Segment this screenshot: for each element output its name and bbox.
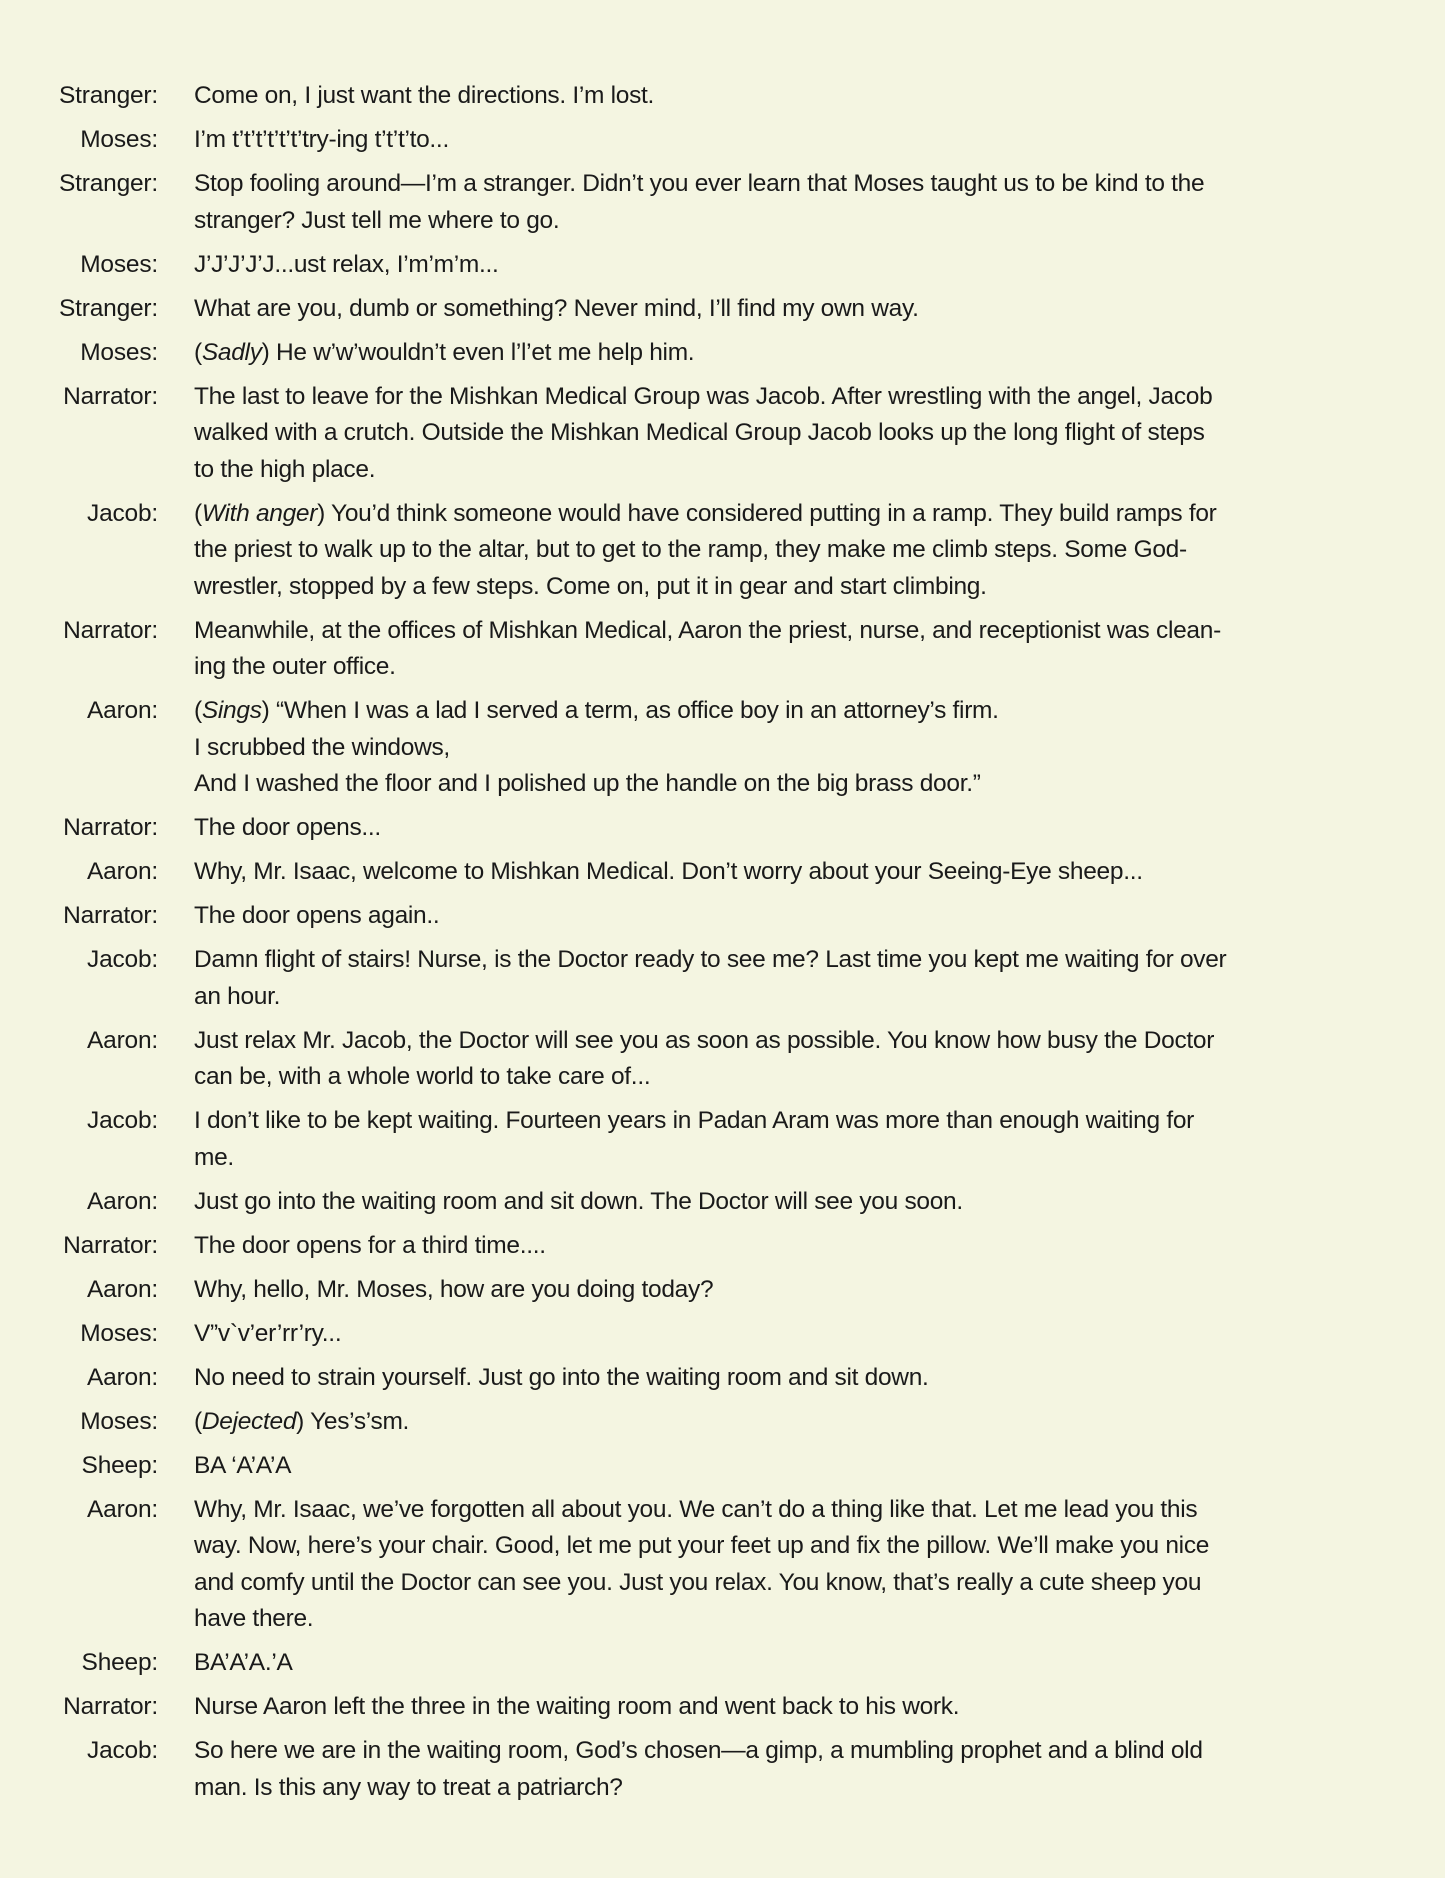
dialogue-row: have there. [194, 1605, 314, 1632]
dialogue-row: walked with a crutch. Outside the Mishkan Medical Group Jacob looks up the long flight of steps [194, 419, 1205, 446]
dialogue-row: (With anger) You’d think someone would have considered putting in a ramp. They build ramps for [194, 499, 1217, 527]
dialogue-line [0, 613, 1445, 686]
dialogue-row: Why, Mr. Isaac, welcome to Mishkan Medical. Don’t worry about your Seeing-Eye sheep... [194, 858, 1143, 885]
speaker-name: Aaron: [87, 1275, 158, 1303]
speaker-name: Jacob: [87, 1107, 158, 1134]
dialogue-text [194, 335, 1364, 372]
speaker-name: Narrator: [63, 1693, 158, 1720]
dialogue-text [194, 693, 1364, 803]
dialogue-row: Why, hello, Mr. Moses, how are you doing today? [194, 1275, 714, 1303]
dialogue-line [0, 1645, 1445, 1682]
speaker-name: Jacob: [87, 946, 158, 973]
speaker-name: Narrator: [63, 902, 158, 929]
dialogue-row: Come on, I just want the directions. I’m lost. [194, 82, 655, 109]
speaker-name: Aaron: [87, 1495, 158, 1523]
stage-direction: Sings [201, 697, 262, 724]
dialogue-text [194, 1733, 1364, 1806]
dialogue-text [194, 854, 1364, 891]
dialogue-text [194, 496, 1364, 606]
dialogue-line [0, 942, 1445, 1015]
dialogue-line [0, 1272, 1445, 1309]
dialogue-row: The last to leave for the Mishkan Medical Group was Jacob. After wrestling with the angel, Jacob [194, 382, 1213, 410]
speaker-name: Moses: [80, 126, 158, 153]
dialogue-row: Just relax Mr. Jacob, the Doctor will see you as soon as possible. You know how busy the Doctor [194, 1026, 1215, 1054]
dialogue-text [194, 1689, 1364, 1726]
speaker-name: Jacob: [87, 499, 158, 527]
dialogue-text [194, 1360, 1364, 1397]
dialogue-text [194, 942, 1364, 1015]
dialogue-text [194, 613, 1364, 686]
dialogue-row: Damn flight of stairs! Nurse, is the Doctor ready to see me? Last time you kept me waiting for over [194, 946, 1227, 973]
speaker-name: Stranger: [59, 294, 158, 322]
dialogue-row: ing the outer office. [194, 653, 396, 680]
dialogue-text [194, 1272, 1364, 1309]
speaker-name: Sheep: [81, 1649, 158, 1676]
dialogue-row-text: “When I was a lad I served a term, as office boy in an attorney’s firm. [269, 697, 999, 724]
dialogue-text [194, 166, 1364, 239]
dialogue-line [0, 379, 1445, 489]
speaker-name: Moses: [80, 1319, 158, 1347]
dialogue-row: wrestler, stopped by a few steps. Come on, put it in gear and start climbing. [194, 572, 987, 600]
dialogue-text [194, 78, 1364, 115]
dialogue-line [0, 854, 1445, 891]
dialogue-row: I scrubbed the windows, [194, 733, 450, 761]
dialogue-line [0, 1316, 1445, 1353]
dialogue-row: (Dejected) Yes’s’sm. [194, 1407, 410, 1435]
speaker-name: Aaron: [87, 1363, 158, 1391]
script-dialogue [0, 78, 1445, 1814]
dialogue-row: can be, with a whole world to take care of... [194, 1063, 651, 1090]
dialogue-row: man. Is this any way to treat a patriarch? [194, 1773, 623, 1801]
dialogue-line [0, 1448, 1445, 1485]
dialogue-row-text: He w’w’wouldn’t even l’l’et me help him. [269, 338, 695, 366]
speaker-name: Aaron: [87, 697, 158, 724]
dialogue-text [194, 379, 1364, 489]
dialogue-row: The door opens for a third time.... [194, 1231, 546, 1259]
dialogue-row: I don’t like to be kept waiting. Fourteen years in Padan Aram was more than enough waiting for [194, 1107, 1195, 1134]
speaker-name: Moses: [80, 338, 158, 366]
dialogue-line [0, 1184, 1445, 1221]
dialogue-text [194, 291, 1364, 328]
dialogue-row: stranger? Just tell me where to go. [194, 206, 560, 234]
dialogue-row: to the high place. [194, 455, 376, 483]
dialogue-line [0, 1689, 1445, 1726]
dialogue-text [194, 122, 1364, 159]
dialogue-line [0, 1023, 1445, 1096]
speaker-name: Aaron: [87, 858, 158, 885]
speaker-name: Narrator: [63, 1231, 158, 1259]
dialogue-row-text: Yes’s’sm. [304, 1407, 410, 1435]
stage-direction: Sadly [201, 338, 262, 366]
dialogue-row: the priest to walk up to the altar, but to get to the ramp, they make me climb steps. Some God- [194, 536, 1187, 563]
dialogue-line [0, 1492, 1445, 1638]
dialogue-row: No need to strain yourself. Just go into the waiting room and sit down. [194, 1363, 929, 1391]
dialogue-row: So here we are in the waiting room, God’s chosen—a gimp, a mumbling prophet and a blind old [194, 1737, 1203, 1764]
dialogue-text [194, 1316, 1364, 1353]
dialogue-line [0, 247, 1445, 284]
dialogue-text [194, 1184, 1364, 1221]
dialogue-line [0, 78, 1445, 115]
speaker-name: Narrator: [63, 382, 158, 410]
dialogue-row: way. Now, here’s your chair. Good, let me put your feet up and fix the pillow. We’ll make you nice [194, 1532, 1210, 1559]
dialogue-row: BA’A’A.’A [194, 1649, 293, 1676]
dialogue-row: (Sings) “When I was a lad I served a term, as office boy in an attorney’s firm. [194, 697, 999, 724]
dialogue-text [194, 1023, 1364, 1096]
dialogue-line [0, 1733, 1445, 1806]
speaker-name: Sheep: [81, 1451, 158, 1479]
dialogue-row: V”v`v’er’rr’ry... [194, 1319, 342, 1347]
dialogue-row: I’m t’t’t’t’t’t’try-ing t’t’t’to... [194, 126, 449, 153]
dialogue-line [0, 810, 1445, 847]
dialogue-row: and comfy until the Doctor can see you. Just you relax. You know, that’s really a cute sheep you [194, 1568, 1202, 1596]
dialogue-text [194, 898, 1364, 935]
dialogue-text [194, 1645, 1364, 1682]
dialogue-line [0, 1228, 1445, 1265]
dialogue-line [0, 1404, 1445, 1441]
dialogue-row-text: You’d think someone would have considered putting in a ramp. They build ramps for [324, 499, 1217, 527]
dialogue-line [0, 898, 1445, 935]
dialogue-row: (Sadly) He w’w’wouldn’t even l’l’et me help him. [194, 338, 695, 366]
stage-direction: Dejected [201, 1407, 297, 1435]
dialogue-row: Why, Mr. Isaac, we’ve forgotten all about you. We can’t do a thing like that. Let me lead you this [194, 1495, 1198, 1523]
dialogue-line [0, 1103, 1445, 1176]
dialogue-line [0, 291, 1445, 328]
dialogue-row: Nurse Aaron left the three in the waiting room and went back to his work. [194, 1693, 960, 1720]
dialogue-row: The door opens again.. [194, 902, 440, 929]
speaker-name: Moses: [80, 250, 158, 278]
dialogue-row: BA ‘A’A’A [194, 1451, 292, 1479]
dialogue-row: What are you, dumb or something? Never mind, I’ll find my own way. [194, 294, 919, 322]
dialogue-text [194, 1448, 1364, 1485]
speaker-name: Narrator: [63, 616, 158, 644]
dialogue-text [194, 1228, 1364, 1265]
speaker-name: Moses: [80, 1407, 158, 1435]
stage-direction: With anger [201, 499, 318, 527]
dialogue-text [194, 1404, 1364, 1441]
speaker-name: Aaron: [87, 1026, 158, 1054]
dialogue-row: Just go into the waiting room and sit down. The Doctor will see you soon. [194, 1187, 963, 1215]
speaker-name: Jacob: [87, 1737, 158, 1764]
dialogue-row: Stop fooling around—I’m a stranger. Didn’t you ever learn that Moses taught us to be kind to the [194, 170, 1205, 197]
dialogue-text [194, 810, 1364, 847]
speaker-name: Narrator: [63, 814, 158, 841]
dialogue-line [0, 166, 1445, 239]
dialogue-line [0, 1360, 1445, 1397]
dialogue-text [194, 1492, 1364, 1638]
speaker-name: Stranger: [59, 82, 158, 109]
dialogue-text [194, 247, 1364, 284]
dialogue-row: Meanwhile, at the offices of Mishkan Medical, Aaron the priest, nurse, and receptionist was clean- [194, 616, 1221, 644]
dialogue-row: The door opens... [194, 814, 381, 841]
speaker-name: Stranger: [59, 170, 158, 197]
dialogue-line [0, 693, 1445, 803]
dialogue-row: an hour. [194, 982, 281, 1010]
dialogue-row: J’J’J’J’J...ust relax, I’m’m’m... [194, 250, 499, 278]
dialogue-line [0, 496, 1445, 606]
dialogue-text [194, 1103, 1364, 1176]
dialogue-row: And I washed the floor and I polished up the handle on the big brass door.” [194, 770, 981, 797]
dialogue-line [0, 335, 1445, 372]
dialogue-row: me. [194, 1143, 234, 1171]
speaker-name: Aaron: [87, 1187, 158, 1215]
dialogue-line [0, 122, 1445, 159]
